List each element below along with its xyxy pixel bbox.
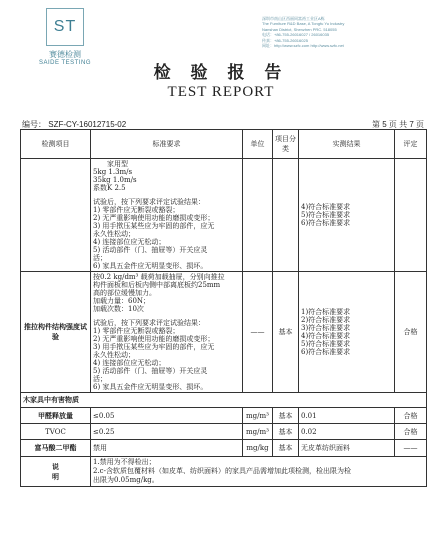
header-requirement: 标准要求 [91, 130, 243, 159]
table-row: 富马酸二甲酯 禁用 mg/kg 基本 无皮革纺织面料 —— [21, 440, 427, 457]
report-title-cn: 检 验 报 告 [153, 63, 289, 83]
section-title: 木家具中有害物质 [21, 393, 427, 408]
table-row [21, 159, 427, 272]
header-rating: 评定 [395, 130, 427, 159]
header-unit: 单位 [243, 130, 273, 159]
table-row: 甲醛释放量 ≤0.05 mg/m³ 基本 0.01 合格 [21, 408, 427, 424]
note-label: 说 明 [21, 457, 91, 487]
requirement-cell: 家用型 5kg 1.3m/s 35kg 1.0m/s 系数K 2.5 试验后，按下列要求评定试验结果： 1) 零部件应无断裂或豁裂； 2) 无严重影响使用功能的磨损或变形； 3) 用手揿压某些应为牢固的部件，应无 永久性松动； 4) 连接部位应无松动； 5) 活动部件（门、抽屉等）开关应灵 活； 6) 家具五金件应无明显变形、损坏。 [91, 159, 243, 272]
note-row [21, 457, 427, 487]
rating-cell: 合格 [395, 272, 427, 393]
requirement-cell: 按0.2 kg/dm³ 载荷加载抽屉，分别向推拉 构件面板和后板内侧中部离底板约25mm 高的部位缓慢加力。 加载力量：60N； 加载次数：10次 试验后，按下列要求评定试验结果： 1) 零部件应无断裂或豁裂； 2) 无严重影响使用功能的磨损或变形； 3) 用手揿压某些应为牢固的部件，应无 永久性松动； 4) 连接部位应无松动； 5) 活动部件（门、抽屉等）开关应灵 活； 6) 家具五金件应无明显变形、损坏。 [91, 272, 243, 393]
header-category: 项目分类 [273, 130, 299, 159]
header-result: 实测结果 [299, 130, 395, 159]
report-number-label: 编号： [22, 120, 46, 129]
category-cell: 基本 [273, 272, 299, 393]
result-cell: 1)符合标准要求 2)符合标准要求 3)符合标准要求 4)符合标准要求 5)符合标准要求 6)符合标准要求 [299, 272, 395, 393]
report-number-value: SZF-CY-16012715-02 [48, 120, 127, 129]
item-cell: 推拉构件结构强度试验 [21, 272, 91, 393]
address-line: 传真：+86-755-26016025 [262, 37, 308, 43]
section-row [21, 393, 427, 408]
table-row [21, 272, 427, 393]
address-line: The Furniture R&D Base, A Tongfu Yu Industry [262, 21, 345, 27]
report-title-en: TEST REPORT [167, 84, 275, 100]
logo-name-cn: 赛德检测 [49, 50, 81, 59]
table-header-row [21, 130, 427, 159]
address-line: Nanshan District, Shenzhen PRC. 518055 [262, 26, 337, 32]
logo-name-en: SAIDE TESTING [38, 60, 92, 66]
test-results-table [20, 129, 427, 487]
header-item: 检测项目 [21, 130, 91, 159]
page-info: 第 5 页 共 7 页 [371, 120, 424, 129]
result-cell: 4)符合标准要求 5)符合标准要求 6)符合标准要求 [299, 159, 395, 272]
unit-cell: —— [243, 272, 273, 393]
address-line: 网址：http://www.szfc.com http://www.szfc.net [262, 43, 344, 49]
address-line: 电话：+86-755-26016027 / 26016035 [262, 32, 330, 38]
note-cell: 1.禁用为不得检出； 2.c-含软质包覆材料（如皮革、纺织面料）的家具产品需增加此项检测，检出限为检 出限为0.05mg/kg。 [91, 457, 427, 487]
logo-mark: ST [46, 8, 84, 46]
address-line: 深圳市南山区西丽同富裕工业区A栋 [262, 16, 325, 21]
company-address [262, 16, 438, 48]
table-row: TVOC ≤0.25 mg/m³ 基本 0.02 合格 [21, 424, 427, 440]
